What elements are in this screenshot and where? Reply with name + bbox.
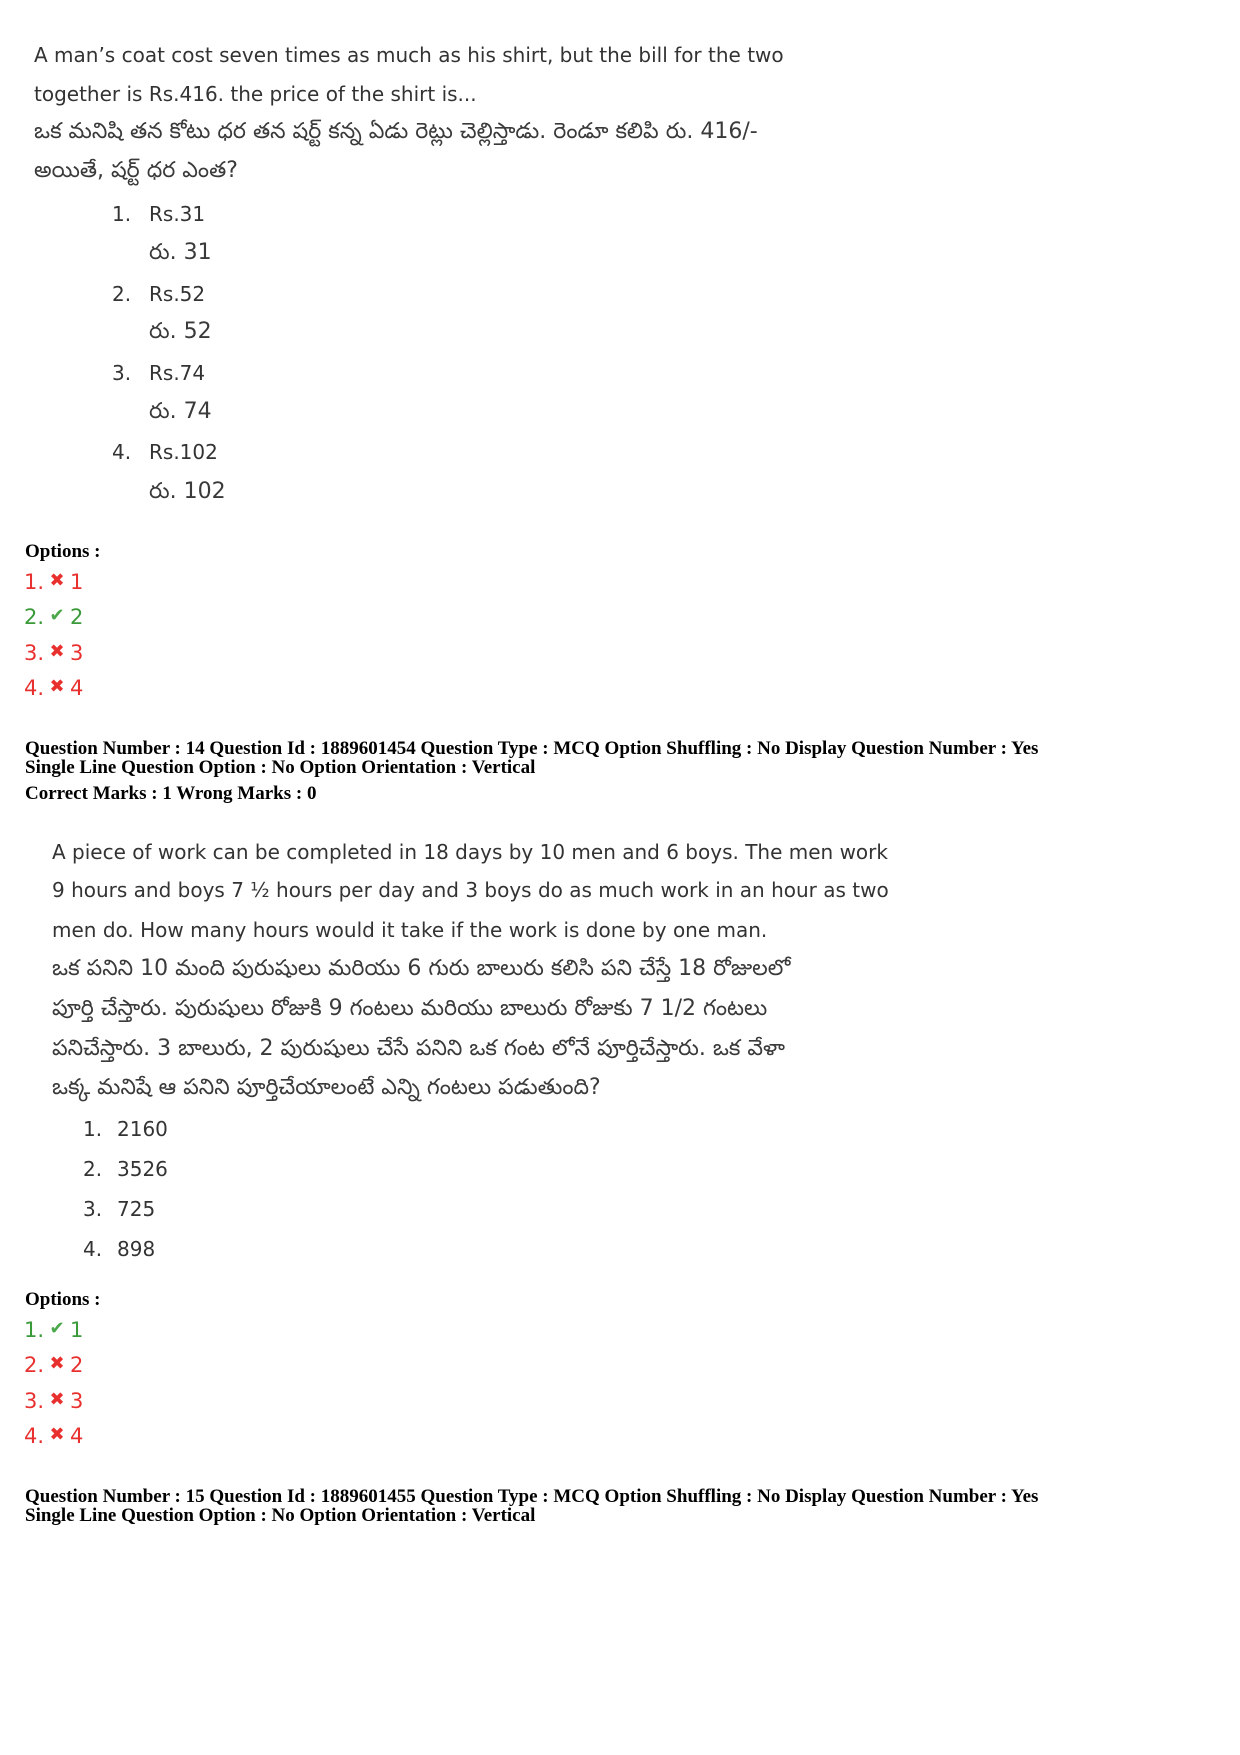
- choice-text: 3526: [117, 1157, 168, 1181]
- choice-text-te: రు. 52: [149, 319, 212, 344]
- choice-number: 2.: [112, 282, 132, 306]
- option-value: 4: [70, 676, 84, 700]
- check-icon: ✔: [49, 605, 65, 626]
- options-heading: Options :: [25, 541, 101, 562]
- choice-text-te: రు. 102: [149, 479, 226, 504]
- option-number: 4.: [24, 1424, 45, 1448]
- cross-icon: ✖: [49, 1353, 65, 1374]
- cross-icon: ✖: [49, 1389, 65, 1410]
- question-text-te: పనిచేస్తారు. 3 బాలురు, 2 పురుషులు చేసే పనిని ఒక గంట లోనే పూర్తిచేస్తారు. ఒక వేళా: [52, 1036, 785, 1061]
- question-meta: Question Number : 14 Question Id : 1889601454 Question Type : MCQ Option Shuffling : No Display Question Number : Yes: [25, 738, 1039, 759]
- choice-number: 3.: [83, 1197, 103, 1221]
- choice-number: 1.: [112, 202, 132, 226]
- cross-icon: ✖: [49, 641, 65, 662]
- question-text-en: A man’s coat cost seven times as much as his shirt, but the bill for the two: [34, 43, 784, 67]
- option-row: [24, 570, 83, 594]
- question-text-en: A piece of work can be completed in 18 days by 10 men and 6 boys. The men work: [52, 840, 888, 864]
- choice-text-te: రు. 31: [149, 240, 212, 265]
- question-meta: Question Number : 15 Question Id : 1889601455 Question Type : MCQ Option Shuffling : No Display Question Number : Yes: [25, 1486, 1039, 1507]
- question-text-te: ఒక పనిని 10 మంది పురుషులు మరియు 6 గురు బాలురు కలిసి పని చేస్తే 18 రోజులలో: [52, 956, 791, 981]
- choice-number: 4.: [112, 440, 132, 464]
- option-value: 4: [70, 1424, 84, 1448]
- question-text-en: together is Rs.416. the price of the shirt is...: [34, 82, 477, 106]
- choice-number: 2.: [83, 1157, 103, 1181]
- option-row: [24, 641, 83, 665]
- option-number: 4.: [24, 676, 45, 700]
- option-number: 1.: [24, 570, 45, 594]
- option-number: 1.: [24, 1318, 45, 1342]
- question-text-te: ఒక మనిషి తన కోటు ధర తన షర్ట్ కన్న ఏడు రెట్లు చెల్లిస్తాడు. రెండూ కలిపి రు. 416/-: [34, 119, 758, 144]
- question-text-te: అయితే, షర్ట్ ధర ఎంత?: [34, 158, 238, 183]
- option-number: 2.: [24, 605, 45, 629]
- cross-icon: ✖: [49, 570, 65, 591]
- option-number: 2.: [24, 1353, 45, 1377]
- choice-text: Rs.31: [149, 202, 206, 226]
- option-row: [24, 676, 83, 700]
- choice-text: 2160: [117, 1117, 168, 1141]
- option-value: 1: [70, 570, 84, 594]
- option-row: [24, 1389, 83, 1413]
- option-row: [24, 1353, 83, 1377]
- marks-info: Correct Marks : 1 Wrong Marks : 0: [25, 783, 317, 804]
- option-value: 1: [70, 1318, 84, 1342]
- choice-text: 898: [117, 1237, 156, 1261]
- option-value: 3: [70, 1389, 84, 1413]
- cross-icon: ✖: [49, 676, 65, 697]
- question-text-te: ఒక్క మనిషే ఆ పనిని పూర్తిచేయాలంటే ఎన్ని గంటలు పడుతుంది?: [52, 1075, 601, 1100]
- question-meta: Single Line Question Option : No Option Orientation : Vertical: [25, 757, 536, 778]
- choice-text-te: రు. 74: [149, 399, 212, 424]
- options-heading: Options :: [25, 1289, 101, 1310]
- choice-text: Rs.74: [149, 361, 206, 385]
- option-row: [24, 1424, 83, 1448]
- option-row: [24, 605, 83, 629]
- choice-number: 1.: [83, 1117, 103, 1141]
- option-value: 2: [70, 1353, 84, 1377]
- question-text-en: 9 hours and boys 7 ½ hours per day and 3 boys do as much work in an hour as two: [52, 878, 889, 902]
- choice-number: 3.: [112, 361, 132, 385]
- option-value: 2: [70, 605, 84, 629]
- question-text-en: men do. How many hours would it take if the work is done by one man.: [52, 918, 768, 942]
- choice-text: 725: [117, 1197, 156, 1221]
- cross-icon: ✖: [49, 1424, 65, 1445]
- choice-text: Rs.52: [149, 282, 206, 306]
- question-text-te: పూర్తి చేస్తారు. పురుషులు రోజుకి 9 గంటలు మరియు బాలురు రోజుకు 7 1/2 గంటలు: [52, 996, 768, 1021]
- option-row: [24, 1318, 83, 1342]
- option-number: 3.: [24, 641, 45, 665]
- choice-text: Rs.102: [149, 440, 218, 464]
- check-icon: ✔: [49, 1318, 65, 1339]
- option-value: 3: [70, 641, 84, 665]
- option-number: 3.: [24, 1389, 45, 1413]
- choice-number: 4.: [83, 1237, 103, 1261]
- question-meta: Single Line Question Option : No Option Orientation : Vertical: [25, 1505, 536, 1526]
